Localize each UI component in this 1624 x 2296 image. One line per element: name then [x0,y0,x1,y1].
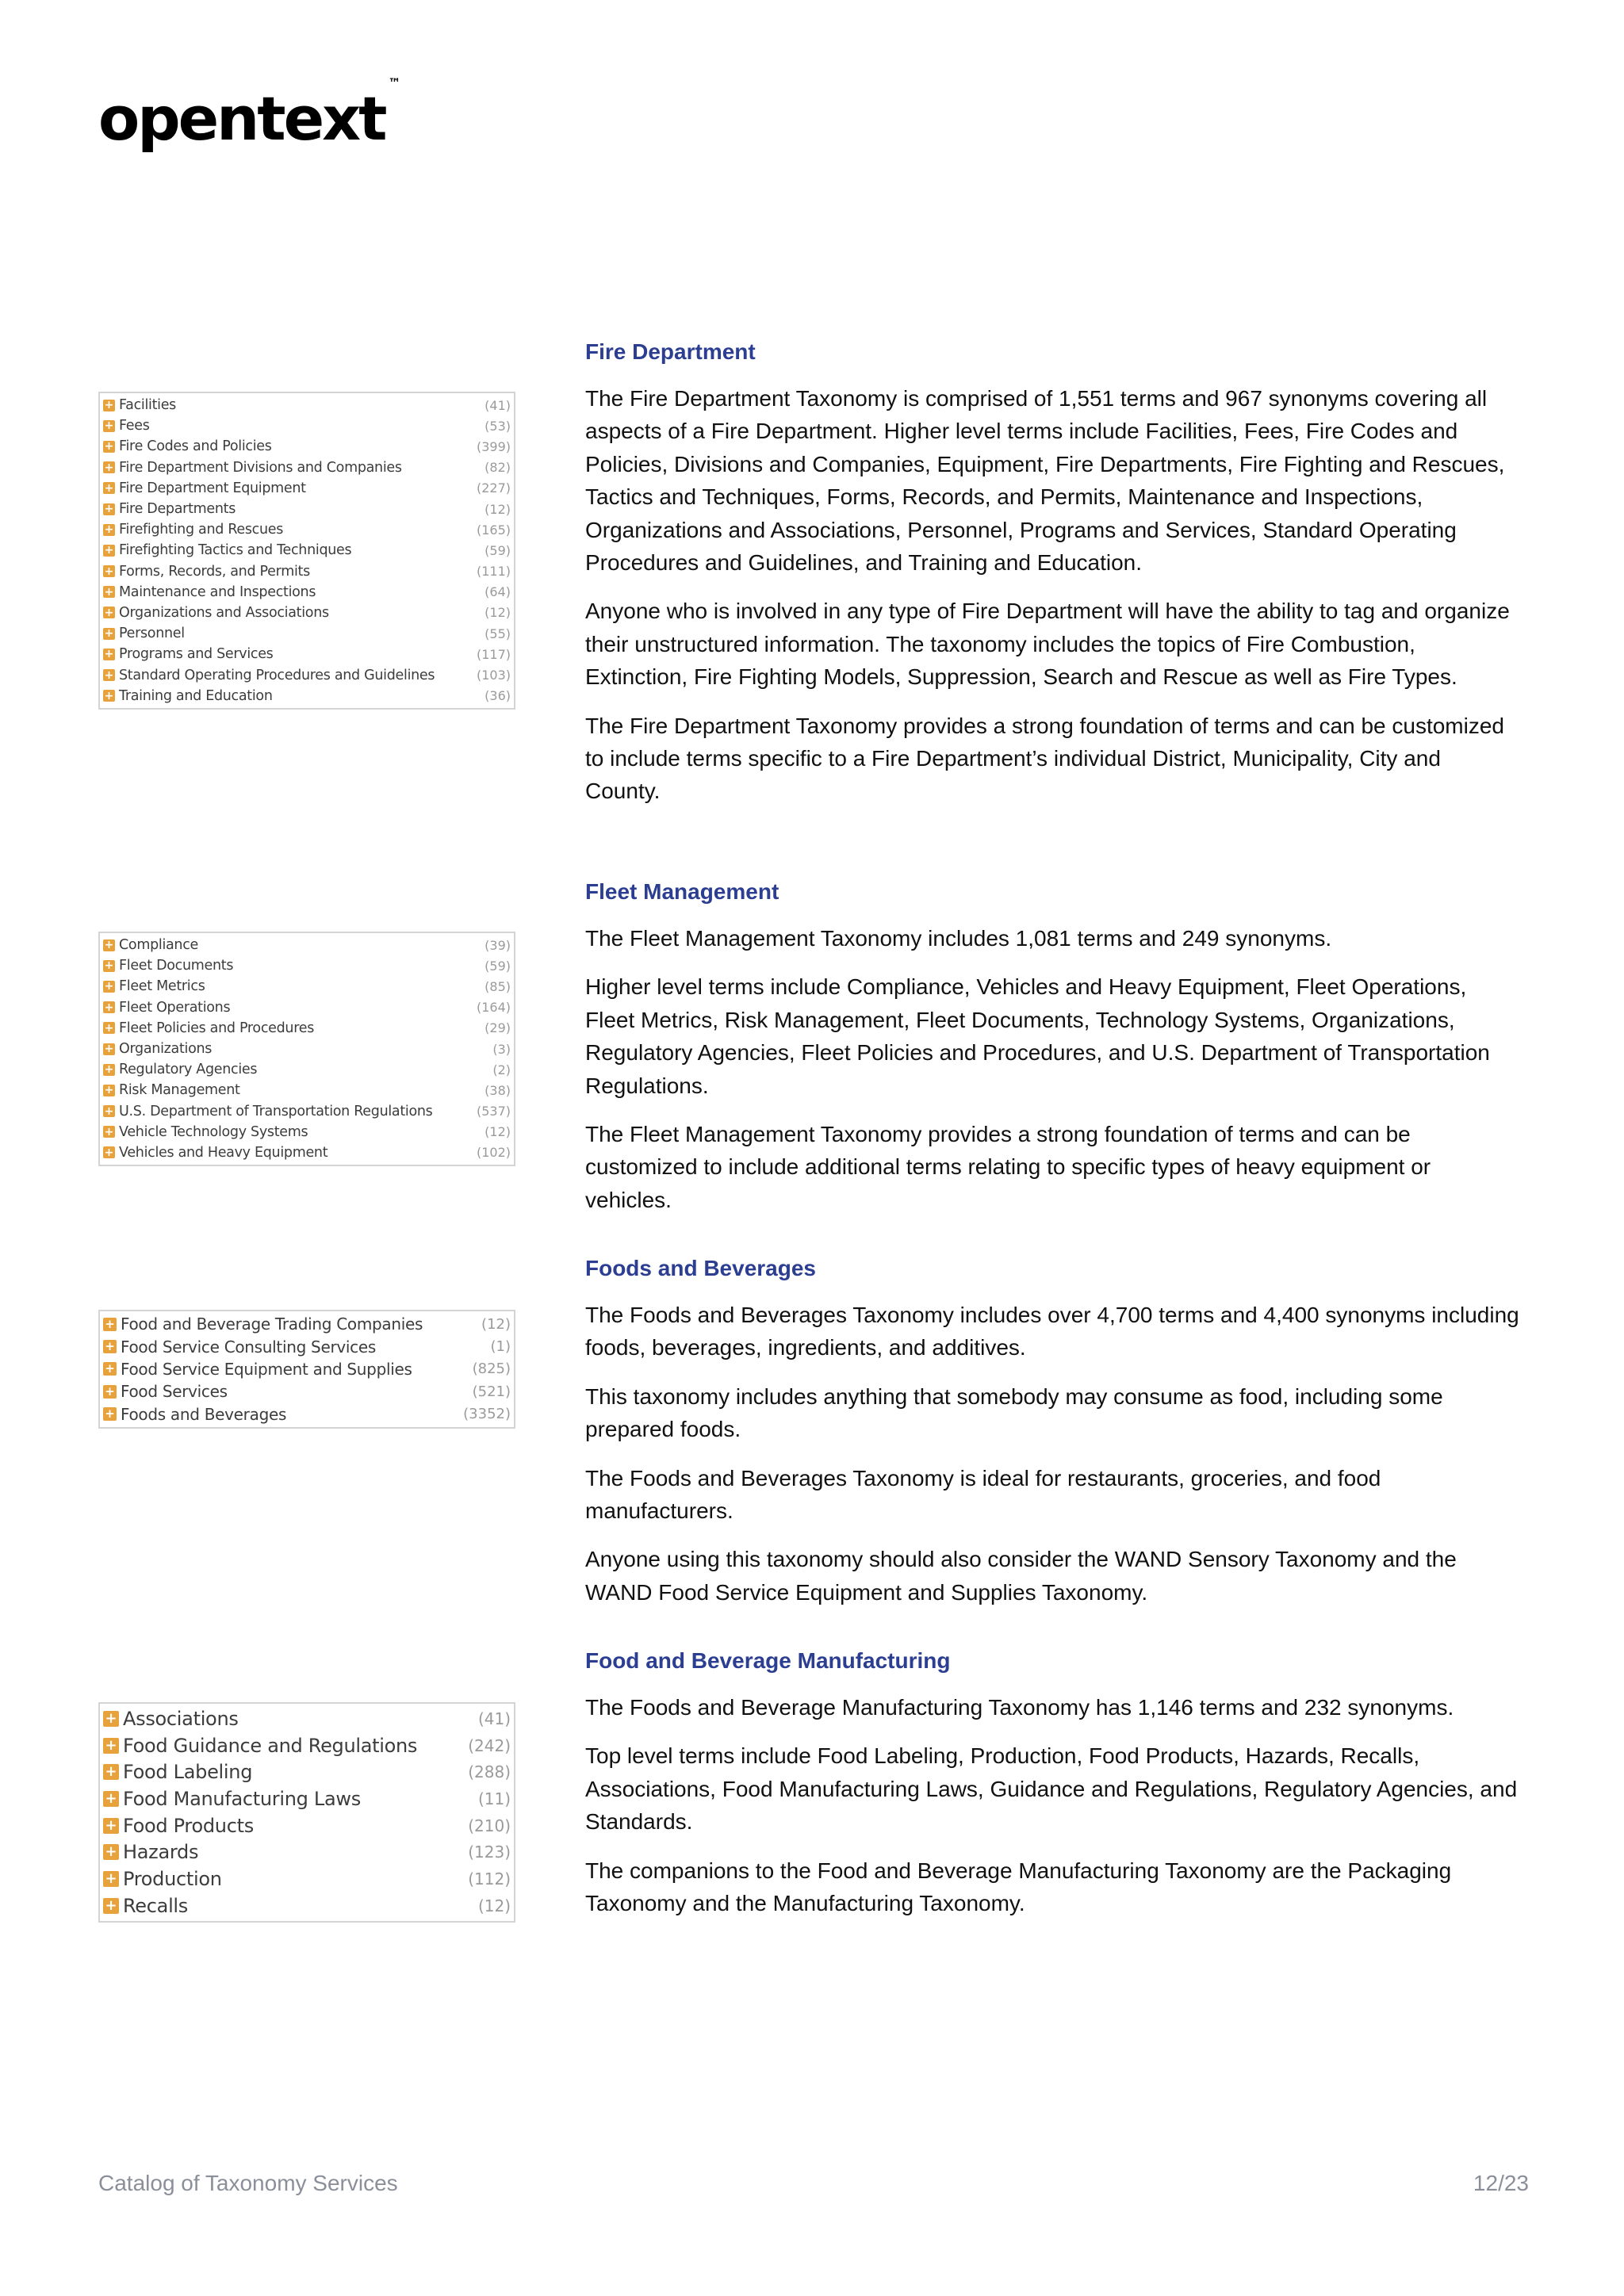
tree-item-count: (3) [492,1041,511,1057]
section-paragraph: The Fire Department Taxonomy provides a strong foundation of terms and can be customized to include terms specific to a Fire Department’s individual District, Municipality, City and County. [585,713,1504,804]
section-paragraph: The Fire Department Taxonomy is comprised of 1,551 terms and 967 synonyms covering all aspects of a Fire Department. Higher level terms include Facilities, Fees, Fire Codes and Policies, Divisions and Companies, Equipment, Fire Departments, Fire Fighting and Rescues, Tactics and Techniques, Forms, Records, and Permits, Maintenance and Inspections, Organizations and Associations, Personnel, Programs and Services, Standard Operating Procedures and Guidelines, and Training and Education. [585,386,1505,576]
tree-item-count: (41) [485,397,511,413]
tree-item[interactable] [100,457,514,478]
tree-item-label: Fire Departments [119,501,236,518]
section-paragraph: The Fleet Management Taxonomy provides a strong foundation of terms and can be customized to include additional terms relating to specific types of heavy equipment or vehicles. [585,1122,1431,1212]
tree-item-count: (537) [476,1104,511,1119]
tree-item[interactable] [100,997,514,1018]
tree-item-count: (64) [485,584,511,600]
tree-item-label: Recalls [123,1894,189,1917]
tree-item-label: Organizations [119,1041,213,1058]
tree-item-count: (103) [476,668,511,683]
section-paragraph: The Foods and Beverages Taxonomy includes over 4,700 terms and 4,400 synonyms including foods, beverages, ingredients, and additives. [585,1303,1519,1360]
tree-item-count: (59) [485,958,511,974]
opentext-logo: opentext™ [98,75,401,154]
tree-item-count: (55) [485,626,511,641]
tree-item[interactable] [100,1039,514,1059]
tree-item-count: (2) [492,1062,511,1077]
tree-item-count: (12) [477,1896,511,1915]
section-title: Fleet Management [585,879,779,904]
tree-item-count: (12) [481,1315,511,1333]
tree-item-count: (38) [485,1082,511,1098]
tree-item-label: Personnel [119,626,185,642]
tree-item-label: Organizations and Associations [119,604,329,621]
tree-item[interactable] [100,478,514,499]
tree-item-count: (112) [468,1869,511,1888]
expand-plus-icon[interactable]: + [104,1125,114,1138]
tree-item-label: Production [123,1867,222,1890]
tree-item-label: Fire Department Divisions and Companies [119,459,402,476]
section-title: Food and Beverage Manufacturing [585,1648,951,1673]
tree-item[interactable] [100,582,514,603]
expand-plus-icon[interactable]: + [104,1021,114,1035]
tree-item-label: Forms, Records, and Permits [119,563,310,580]
expand-plus-icon[interactable]: + [104,648,114,661]
tree-item[interactable] [100,1080,514,1100]
tree-item-count: (111) [476,564,511,580]
tree-item-label: Food Service Consulting Services [121,1337,376,1357]
tree-item-count: (12) [485,605,511,621]
section-body [585,1299,1521,1624]
tree-item-count: (82) [485,460,511,476]
section-paragraph: The Fleet Management Taxonomy includes 1,081 terms and 249 synonyms. [585,926,1332,951]
tree-item-label: Fleet Policies and Procedures [119,1020,315,1036]
tree-item-count: (210) [468,1816,511,1835]
tree-item-label: Standard Operating Procedures and Guidelines [119,667,435,683]
tree-item-count: (1) [490,1338,511,1356]
section-title: Fire Department [585,339,756,364]
expand-plus-icon[interactable]: + [104,419,114,433]
expand-plus-icon[interactable]: + [104,544,114,557]
tree-item-count: (12) [485,501,511,517]
tree-item-count: (59) [485,542,511,558]
expand-plus-icon[interactable]: + [103,1407,117,1421]
tree-item-count: (165) [476,522,511,538]
expand-plus-icon[interactable]: + [104,461,114,474]
section-body [585,1691,1521,1935]
tree-item-label: U.S. Department of Transportation Regulations [119,1103,433,1119]
tree-item-count: (242) [468,1735,511,1755]
tree-item[interactable] [100,1142,514,1163]
expand-plus-icon[interactable]: + [103,1711,119,1727]
expand-plus-icon[interactable]: + [104,440,114,453]
expand-plus-icon[interactable]: + [104,980,114,993]
footer-catalog-title: Catalog of Taxonomy Services [98,2171,398,2195]
section-paragraph: Higher level terms include Compliance, Vehicles and Heavy Equipment, Fleet Operations, Fleet Metrics, Risk Management, Fleet Documents, Technology Systems, Organizations, Regulatory Agencies, Fleet Policies and Procedures, and U.S. Department of Transportation Regulations. [585,974,1490,1098]
tree-item-label: Regulatory Agencies [119,1062,258,1078]
section-paragraph: Top level terms include Food Labeling, Production, Food Products, Hazards, Recalls, Associations, Food Manufacturing Laws, Guidance and Regulations, Regulatory Agencies, and Standards. [585,1743,1518,1835]
tree-item-label: Food Services [121,1382,228,1402]
tree-item-count: (41) [477,1709,511,1728]
tree-item-label: Compliance [119,937,199,954]
tree-item-label: Foods and Beverages [121,1404,287,1424]
tree-item-label: Food Guidance and Regulations [123,1734,418,1757]
tree-item[interactable] [100,1839,514,1866]
section-paragraph: This taxonomy includes anything that somebody may consume as food, including some prepared foods. [585,1383,1443,1442]
tree-item[interactable] [100,1732,514,1759]
tree-item-label: Food Labeling [123,1761,253,1784]
tree-item[interactable] [100,1403,514,1425]
tree-item[interactable] [100,499,514,519]
expand-plus-icon[interactable]: + [104,564,114,578]
section-title: Foods and Beverages [585,1256,816,1280]
tree-item-label: Programs and Services [119,646,274,663]
tree-item[interactable] [100,1313,514,1335]
taxonomy-tree [98,392,515,710]
tree-item-count: (399) [476,438,511,454]
section-body [585,922,1521,1232]
tree-item[interactable] [100,1892,514,1919]
expand-plus-icon[interactable]: + [104,689,114,702]
tree-item[interactable] [100,955,514,976]
expand-plus-icon[interactable]: + [104,503,114,516]
expand-plus-icon[interactable]: + [104,959,114,973]
expand-plus-icon[interactable]: + [103,1871,119,1887]
tree-item[interactable] [100,436,514,457]
tree-item[interactable] [100,603,514,623]
tree-item[interactable] [100,664,514,685]
taxonomy-tree [98,1310,515,1429]
expand-plus-icon[interactable]: + [104,606,114,619]
tree-item[interactable] [100,623,514,644]
tree-item-label: Firefighting Tactics and Techniques [119,542,352,559]
expand-plus-icon[interactable]: + [104,1084,114,1097]
tree-item[interactable] [100,644,514,664]
tree-item[interactable] [100,1101,514,1122]
expand-plus-icon[interactable]: + [103,1898,119,1914]
tree-item-count: (12) [485,1124,511,1140]
tree-item-count: (102) [476,1145,511,1161]
tree-item-count: (29) [485,1020,511,1036]
section-paragraph: Anyone using this taxonomy should also consider the WAND Sensory Taxonomy and the WAND Food Service Equipment and Supplies Taxonomy. [585,1547,1457,1605]
expand-plus-icon[interactable]: + [104,1146,114,1159]
tree-item[interactable] [100,415,514,436]
tree-item[interactable] [100,1812,514,1839]
tree-item-count: (85) [485,978,511,994]
taxonomy-tree [98,932,515,1166]
expand-plus-icon[interactable]: + [104,399,114,412]
expand-plus-icon[interactable]: + [103,1340,117,1353]
tree-item[interactable] [100,1785,514,1812]
tree-item-label: Fleet Metrics [119,978,205,995]
tree-item-label: Associations [123,1707,239,1730]
tree-item-label: Fleet Operations [119,999,231,1016]
tree-item[interactable] [100,561,514,582]
tree-item[interactable] [100,976,514,997]
tree-item[interactable] [100,1380,514,1402]
tree-item[interactable] [100,1018,514,1039]
tree-item-count: (39) [485,937,511,953]
tree-item-label: Maintenance and Inspections [119,584,316,600]
tree-item-count: (825) [472,1360,511,1378]
taxonomy-tree [98,1702,515,1923]
tree-item[interactable] [100,935,514,955]
tree-item[interactable] [100,1059,514,1080]
expand-plus-icon[interactable]: + [104,585,114,599]
section-paragraph: The companions to the Food and Beverage Manufacturing Taxonomy are the Packaging Taxonomy and the Manufacturing Taxonomy. [585,1858,1452,1916]
tree-item[interactable] [100,1122,514,1142]
tree-item-label: Food Manufacturing Laws [123,1787,361,1810]
tree-item-count: (36) [485,688,511,704]
tree-item-label: Risk Management [119,1082,240,1099]
expand-plus-icon[interactable]: + [103,1362,117,1376]
tree-item[interactable] [100,1866,514,1892]
footer-page-number: 12/23 [1473,2171,1529,2195]
expand-plus-icon[interactable]: + [104,627,114,641]
expand-plus-icon[interactable]: + [104,668,114,682]
tree-item-count: (11) [477,1789,511,1808]
tree-item-count: (521) [472,1383,511,1400]
expand-plus-icon[interactable]: + [103,1818,119,1834]
expand-plus-icon[interactable]: + [103,1385,117,1399]
section-paragraph: The Foods and Beverage Manufacturing Taxonomy has 1,146 terms and 232 synonyms. [585,1695,1454,1720]
expand-plus-icon[interactable]: + [104,1043,114,1056]
tree-item-count: (53) [485,418,511,434]
tree-item[interactable] [100,1705,514,1732]
expand-plus-icon[interactable]: + [104,1063,114,1077]
expand-plus-icon[interactable]: + [104,1001,114,1014]
tree-item[interactable] [100,395,514,415]
expand-plus-icon[interactable]: + [103,1844,119,1860]
tree-item-count: (227) [476,480,511,496]
expand-plus-icon[interactable]: + [104,523,114,537]
tree-item-count: (117) [476,646,511,662]
tree-item-label: Food and Beverage Trading Companies [121,1314,423,1334]
tree-item-label: Food Service Equipment and Supplies [121,1359,412,1379]
tree-item-count: (123) [468,1843,511,1862]
tree-item[interactable] [100,1758,514,1785]
tree-item-label: Fleet Documents [119,958,234,974]
tree-item[interactable] [100,1335,514,1357]
tree-item-label: Training and Education [119,687,273,704]
tree-item-label: Hazards [123,1841,199,1864]
tree-item-label: Facilities [119,397,176,414]
tree-item-label: Food Products [123,1814,254,1837]
tree-item[interactable] [100,519,514,540]
tree-item[interactable] [100,540,514,561]
tree-item-label: Fire Department Equipment [119,480,306,496]
tree-item-label: Vehicle Technology Systems [119,1123,308,1140]
section-paragraph: Anyone who is involved in any type of Fire Department will have the ability to tag and organize their unstructured information. The taxonomy includes the topics of Fire Combustion, Extinction, Fire Fighting Models, Suppression, Search and Rescue as well as Fire Types. [585,599,1510,690]
tree-item-count: (164) [476,1000,511,1016]
expand-plus-icon[interactable]: + [103,1318,117,1331]
tree-item-count: (288) [468,1762,511,1782]
tree-item-count: (3352) [463,1406,511,1423]
tree-item-label: Vehicles and Heavy Equipment [119,1144,328,1161]
expand-plus-icon[interactable]: + [103,1738,119,1754]
expand-plus-icon[interactable]: + [103,1791,119,1807]
section-paragraph: The Foods and Beverages Taxonomy is ideal for restaurants, groceries, and food manufacturers. [585,1465,1381,1524]
tree-item-label: Firefighting and Rescues [119,522,284,538]
tree-item-label: Fire Codes and Policies [119,438,272,455]
section-body [585,382,1521,824]
expand-plus-icon[interactable]: + [104,939,114,952]
tree-item[interactable] [100,1358,514,1380]
expand-plus-icon[interactable]: + [103,1764,119,1780]
tree-item[interactable] [100,686,514,706]
expand-plus-icon[interactable]: + [104,481,114,495]
expand-plus-icon[interactable]: + [104,1104,114,1118]
tree-item-label: Fees [119,418,150,434]
